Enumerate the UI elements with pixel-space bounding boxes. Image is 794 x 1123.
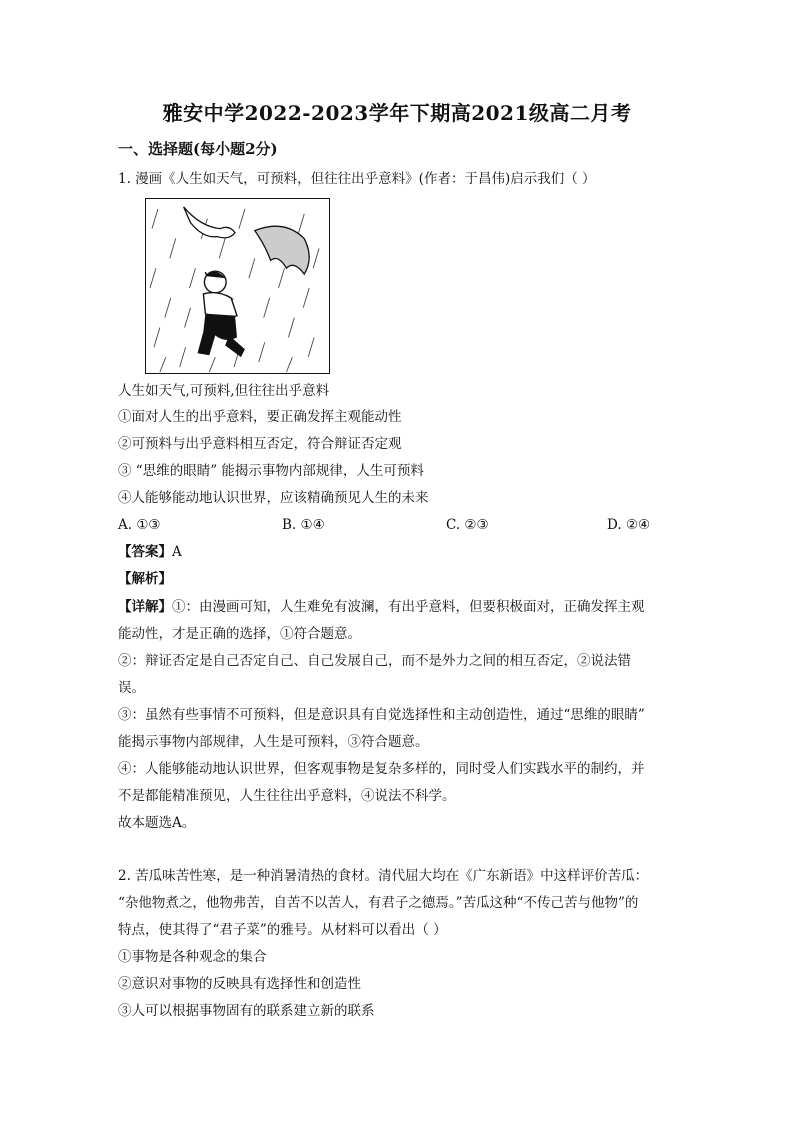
detail-line-2: 能动性，才是正确的选择，①符合题意。 — [118, 626, 361, 642]
q2-line-2: “杂他物煮之，他物弗苦，自苦不以苦人，有君子之德焉。”苦瓜这种“不传己苦与他物”的 — [118, 895, 639, 911]
detail-line-8: 不是都能精准预见，人生往往出乎意料，④说法不科学。 — [118, 788, 456, 804]
q2-statement-1: ①事物是各种观念的集合 — [118, 949, 267, 965]
detail-line-7: ④：人能够能动地认识世界，但客观事物是复杂多样的，同时受人们实践水平的制约，并 — [118, 761, 645, 777]
detail-line-3: ②：辩证否定是自己否定自己、自己发展自己，而不是外力之间的相互否定，②说法错 — [118, 653, 631, 669]
detail-line-5: ③：虽然有些事情不可预料，但是意识具有自觉选择性和主动创造性，通过“思维的眼睛” — [118, 707, 645, 723]
statement-1: ①面对人生的出乎意料，要正确发挥主观能动性 — [118, 409, 402, 425]
q1-stem: 1. 漫画《人生如天气，可预料，但往往出乎意料》(作者：于昌伟)启示我们（ ） — [118, 171, 596, 187]
statement-4: ④人能够能动地认识世界，应该精确预见人生的未来 — [118, 490, 429, 506]
option-a: A. ①③ — [118, 517, 161, 533]
statement-3: ③ “思维的眼睛” 能揭示事物内部规律，人生可预料 — [118, 463, 424, 479]
detail-line-4: 误。 — [118, 680, 145, 696]
detail-line-9: 故本题选A。 — [118, 815, 196, 831]
option-d: D. ②④ — [607, 517, 651, 533]
option-b: B. ①④ — [282, 517, 325, 533]
cartoon-image — [145, 198, 330, 374]
section-title: 一、选择题(每小题2分) — [118, 140, 278, 158]
answer-line — [118, 543, 182, 561]
q2-line-3: 特点，使其得了“君子菜”的雅号。从材料可以看出（ ） — [118, 922, 447, 938]
detail-label: 【详解】 — [118, 599, 172, 615]
option-c: C. ②③ — [446, 517, 489, 533]
q2-statement-3: ③人可以根据事物固有的联系建立新的联系 — [118, 1003, 375, 1019]
cartoon-caption: 人生如天气,可预料,但往往出乎意料 — [118, 383, 330, 399]
answer-value: A — [172, 544, 182, 560]
analysis-label: 【解析】 — [118, 571, 172, 587]
detail-text-1: ①：由漫画可知，人生难免有波澜，有出乎意料，但要积极面对，正确发挥主观 — [172, 599, 645, 615]
statement-2: ②可预料与出乎意料相互否定，符合辩证否定观 — [118, 436, 402, 452]
detail-line-6: 能揭示事物内部规律，人生是可预料，③符合题意。 — [118, 734, 429, 750]
q2-line-1: 2. 苦瓜味苦性寒，是一种消暑清热的食材。清代屈大均在《广东新语》中这样评价苦瓜： — [118, 868, 649, 884]
page-title: 雅安中学2022-2023学年下期高2021级高二月考 — [162, 101, 632, 125]
detail-line-1 — [118, 598, 645, 616]
q2-statement-2: ②意识对事物的反映具有选择性和创造性 — [118, 976, 361, 992]
answer-label: 【答案】 — [118, 544, 172, 560]
